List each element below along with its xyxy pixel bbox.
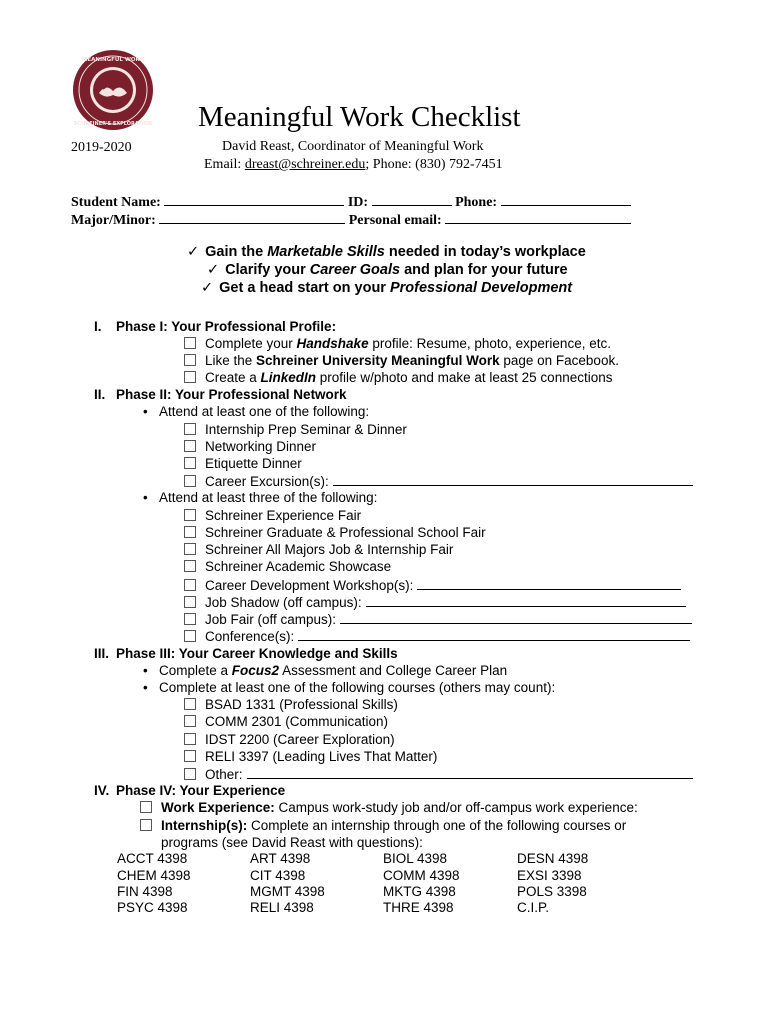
student-name-label: Student Name: xyxy=(71,195,161,210)
checklist-item[interactable]: Career Excursion(s): xyxy=(184,473,693,489)
email-link[interactable]: dreast@schreiner.edu xyxy=(244,157,366,172)
checkbox-icon[interactable] xyxy=(184,750,196,762)
svg-text:SCHREINER'S EXPLORATION: SCHREINER'S EXPLORATION xyxy=(73,121,153,127)
meaningful-work-seal-logo xyxy=(72,49,154,131)
checklist-item[interactable]: IDST 2200 (Career Exploration) xyxy=(184,732,395,747)
checklist-item[interactable]: Conference(s): xyxy=(184,628,690,644)
course-cell: EXSI 3398 xyxy=(517,868,582,883)
checkbox-icon[interactable] xyxy=(184,354,196,366)
checklist-item[interactable]: Job Fair (off campus): xyxy=(184,611,692,627)
personal-email-field[interactable] xyxy=(445,211,631,224)
phase-4-heading: IV. Phase IV: Your Experience xyxy=(94,783,286,798)
course-cell: THRE 4398 xyxy=(383,900,454,915)
checkbox-icon[interactable] xyxy=(184,698,196,710)
goal-item: ✓ Get a head start on your Professional Development xyxy=(201,280,573,296)
internship-note: programs (see David Reast with questions): xyxy=(161,835,423,850)
course-cell: CIT 4398 xyxy=(250,868,306,883)
phone-field[interactable] xyxy=(501,193,631,206)
job-shadow-field[interactable] xyxy=(366,594,686,607)
checklist-item[interactable]: Etiquette Dinner xyxy=(184,456,302,471)
checkbox-icon[interactable] xyxy=(184,423,196,435)
checklist-item[interactable]: Create a LinkedIn profile w/photo and make at least 25 connections xyxy=(184,370,612,385)
checkbox-icon[interactable] xyxy=(184,526,196,538)
course-cell: C.I.P. xyxy=(517,900,550,915)
checklist-item[interactable]: COMM 2301 (Communication) xyxy=(184,714,388,729)
personal-email-label: Personal email: xyxy=(348,213,442,228)
checkbox-icon[interactable] xyxy=(184,630,196,642)
course-cell: ACCT 4398 xyxy=(117,851,188,866)
checkbox-icon[interactable] xyxy=(184,768,196,780)
course-cell: MKTG 4398 xyxy=(383,884,456,899)
goal-item: ✓ Gain the Marketable Skills needed in today’s workplace xyxy=(187,244,586,260)
contact-line xyxy=(204,157,503,173)
checkbox-icon[interactable] xyxy=(184,715,196,727)
checkbox-icon[interactable] xyxy=(184,613,196,625)
checklist-item[interactable]: Schreiner Experience Fair xyxy=(184,508,361,523)
id-field[interactable] xyxy=(372,193,452,206)
checkbox-icon[interactable] xyxy=(140,819,152,831)
checklist-item[interactable]: Like the Schreiner University Meaningful Work page on Facebook. xyxy=(184,353,619,368)
course-cell: ART 4398 xyxy=(250,851,311,866)
course-cell: DESN 4398 xyxy=(517,851,589,866)
course-cell: FIN 4398 xyxy=(117,884,173,899)
checkbox-icon[interactable] xyxy=(184,440,196,452)
id-label: ID: xyxy=(347,195,369,210)
checklist-item[interactable]: Internship Prep Seminar & Dinner xyxy=(184,422,407,437)
checklist-item[interactable]: Schreiner Graduate & Professional School Fair xyxy=(184,525,486,540)
checkbox-icon[interactable] xyxy=(184,509,196,521)
major-field[interactable] xyxy=(159,211,345,224)
checklist-item[interactable]: Schreiner Academic Showcase xyxy=(184,559,391,574)
course-cell: PSYC 4398 xyxy=(117,900,188,915)
checkbox-icon[interactable] xyxy=(184,543,196,555)
phone-text: ; Phone: (830) 792-7451 xyxy=(365,157,503,172)
academic-year: 2019-2020 xyxy=(71,140,132,155)
svg-text:MEANINGFUL WORK: MEANINGFUL WORK xyxy=(81,57,145,63)
checkbox-icon[interactable] xyxy=(184,457,196,469)
checklist-item[interactable]: Schreiner All Majors Job & Internship Fair xyxy=(184,542,453,557)
checkbox-icon[interactable] xyxy=(184,337,196,349)
checklist-item[interactable]: Internship(s): Complete an internship through one of the following courses or xyxy=(140,818,626,833)
coordinator-line: David Reast, Coordinator of Meaningful Work xyxy=(222,139,484,154)
course-cell: POLS 3398 xyxy=(517,884,587,899)
major-label: Major/Minor: xyxy=(71,213,156,228)
checklist-item[interactable]: Networking Dinner xyxy=(184,439,316,454)
workshop-field[interactable] xyxy=(417,577,681,590)
checkmark-icon: ✓ xyxy=(201,280,214,296)
checklist-item[interactable]: Complete your Handshake profile: Resume, photo, experience, etc. xyxy=(184,336,611,351)
checkmark-icon: ✓ xyxy=(207,262,220,278)
checklist-item[interactable]: Other: xyxy=(184,766,693,782)
course-cell: CHEM 4398 xyxy=(117,868,191,883)
course-cell: COMM 4398 xyxy=(383,868,460,883)
phase-2-heading: II. Phase II: Your Professional Network xyxy=(94,387,347,402)
phone-label: Phone: xyxy=(455,195,498,210)
phase-1-heading: I. Phase I: Your Professional Profile: xyxy=(94,319,337,334)
conference-field[interactable] xyxy=(298,628,690,641)
checklist-item[interactable]: Job Shadow (off campus): xyxy=(184,594,686,610)
checkbox-icon[interactable] xyxy=(140,801,152,813)
bullet-item: • Complete a Focus2 Assessment and College Career Plan xyxy=(143,663,508,678)
checklist-item[interactable]: RELI 3397 (Leading Lives That Matter) xyxy=(184,749,437,764)
checkbox-icon[interactable] xyxy=(184,596,196,608)
course-cell: MGMT 4398 xyxy=(250,884,325,899)
page-title: Meaningful Work Checklist xyxy=(198,101,521,133)
bullet-item: • Attend at least one of the following: xyxy=(143,404,370,419)
checkbox-icon[interactable] xyxy=(184,560,196,572)
student-info-row-2 xyxy=(71,211,631,229)
checklist-item[interactable]: Career Development Workshop(s): xyxy=(184,577,681,593)
bullet-item: • Attend at least three of the following: xyxy=(143,490,378,505)
checkbox-icon[interactable] xyxy=(184,579,196,591)
checkbox-icon[interactable] xyxy=(184,475,196,487)
job-fair-field[interactable] xyxy=(340,611,692,624)
student-name-field[interactable] xyxy=(164,193,344,206)
course-cell: BIOL 4398 xyxy=(383,851,448,866)
checklist-item[interactable]: Work Experience: Campus work-study job and/or off-campus work experience: xyxy=(140,800,638,815)
other-course-field[interactable] xyxy=(247,766,693,779)
checklist-item[interactable]: BSAD 1331 (Professional Skills) xyxy=(184,697,398,712)
student-info-row xyxy=(71,193,631,211)
checkbox-icon[interactable] xyxy=(184,733,196,745)
email-prefix: Email: xyxy=(204,157,245,172)
checkmark-icon: ✓ xyxy=(187,244,200,260)
career-excursion-field[interactable] xyxy=(333,473,693,486)
goal-item: ✓ Clarify your Career Goals and plan for your future xyxy=(207,262,568,278)
phase-3-heading: III. Phase III: Your Career Knowledge and Skills xyxy=(94,646,398,661)
course-cell: RELI 4398 xyxy=(250,900,314,915)
checkbox-icon[interactable] xyxy=(184,371,196,383)
bullet-item: • Complete at least one of the following courses (others may count): xyxy=(143,680,556,695)
